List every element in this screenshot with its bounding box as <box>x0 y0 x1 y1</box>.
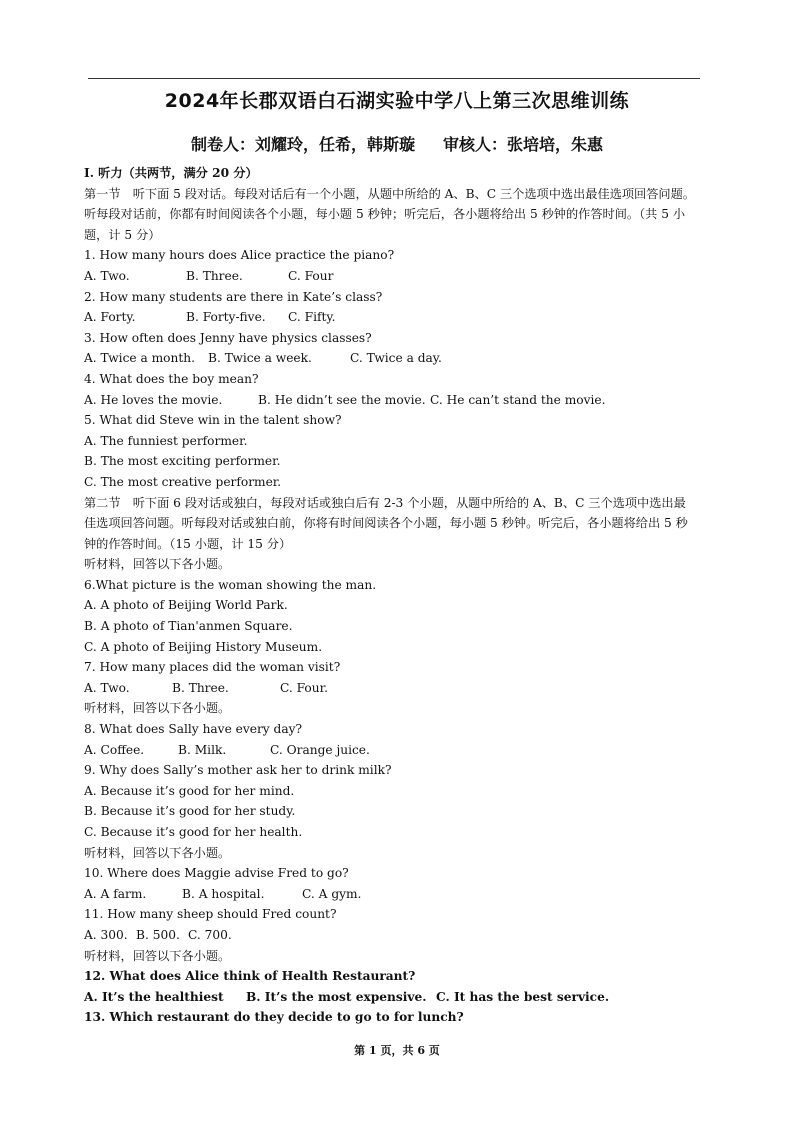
option-b: B. Milk. <box>178 742 227 757</box>
option-a: A. Twice a month. <box>84 351 195 366</box>
question-2: 2. How many students are there in Kate’s class? <box>84 289 383 304</box>
option-c: C. 700. <box>188 927 232 942</box>
options-11 <box>84 925 724 946</box>
option-c: C. Fifty. <box>288 310 336 325</box>
option-b: B. Three. <box>172 680 229 695</box>
listen-note: 听材料，回答以下各小题。 <box>84 948 231 963</box>
option-b: B. It’s the most expensive. <box>246 989 427 1004</box>
option-b: B. 500. <box>136 927 180 942</box>
option-b: B. Forty-five. <box>186 310 266 325</box>
options-2 <box>84 307 724 328</box>
option-b: B. The most exciting performer. <box>84 454 281 469</box>
option-c: C. A photo of Beijing History Museum. <box>84 639 323 654</box>
section1-intro-line-3: 题，计 5 分） <box>84 227 161 242</box>
reviewers-text: 审核人：张培培，朱惠 <box>443 135 604 154</box>
question-11: 11. How many sheep should Fred count? <box>84 907 337 922</box>
options-8 <box>84 740 724 761</box>
option-b: B. A hospital. <box>182 886 265 901</box>
option-a: A. 300. <box>84 927 128 942</box>
question-1: 1. How many hours does Alice practice the piano? <box>84 248 395 263</box>
options-4 <box>84 390 724 411</box>
part1-heading: I. 听力（共两节，满分 20 分） <box>84 166 258 180</box>
page-footer: 第 1 页，共 6 页 <box>354 1044 440 1057</box>
option-a: A. Forty. <box>84 310 136 325</box>
top-divider <box>88 78 700 79</box>
makers-text: 制卷人：刘耀玲，任希，韩斯璇 <box>190 135 415 154</box>
option-b: B. Twice a week. <box>208 351 312 366</box>
option-a: A. A photo of Beijing World Park. <box>84 598 288 613</box>
listen-note: 听材料，回答以下各小题。 <box>84 701 231 716</box>
listen-note: 听材料，回答以下各小题。 <box>84 557 231 572</box>
authors-line <box>0 132 794 155</box>
option-a: A. Two. <box>84 268 130 283</box>
option-a: A. Coffee. <box>84 742 145 757</box>
option-c: C. The most creative performer. <box>84 474 282 489</box>
section1-intro-line-1: 第一节 听下面 5 段对话。每段对话后有一个小题，从题中所给的 A、B、C 三个选项中选出最佳选项回答问题。 <box>84 186 695 201</box>
option-a: A. Two. <box>84 680 130 695</box>
section2-intro-line-2: 佳选项回答问题。听每段对话或独白前，你将有时间阅读各个小题，每小题 5 秒钟。听完后，各小题将给出 5 秒 <box>84 516 688 531</box>
question-8: 8. What does Sally have every day? <box>84 722 303 737</box>
listen-note: 听材料，回答以下各小题。 <box>84 845 231 860</box>
page-title: 2024年长郡双语白石湖实验中学八上第三次思维训练 <box>164 90 630 112</box>
option-a: A. The funniest performer. <box>84 433 248 448</box>
option-c: C. Orange juice. <box>270 742 370 757</box>
question-3: 3. How often does Jenny have physics classes? <box>84 330 372 345</box>
options-10 <box>84 884 724 905</box>
question-7: 7. How many places did the woman visit? <box>84 660 341 675</box>
options-1 <box>84 266 724 287</box>
option-c: C. A gym. <box>302 886 362 901</box>
options-12 <box>84 987 724 1008</box>
options-3 <box>84 348 724 369</box>
option-a: A. He loves the movie. <box>84 392 223 407</box>
option-c: C. It has the best service. <box>436 989 610 1004</box>
question-5: 5. What did Steve win in the talent show? <box>84 413 342 428</box>
question-12: 12. What does Alice think of Health Restaurant? <box>84 969 416 984</box>
question-9: 9. Why does Sally’s mother ask her to drink milk? <box>84 763 392 778</box>
option-c: C. Because it’s good for her health. <box>84 825 303 839</box>
option-c: C. He can’t stand the movie. <box>430 392 606 407</box>
option-c: C. Four <box>288 268 334 283</box>
option-b: B. Because it’s good for her study. <box>84 804 296 819</box>
options-7 <box>84 678 724 699</box>
section2-intro-line-1: 第二节 听下面 6 段对话或独白，每段对话或独白后有 2-3 个小题，从题中所给的 A、B、C 三个选项中选出最 <box>84 495 686 510</box>
exam-content <box>84 163 724 1028</box>
section2-intro-line-3: 钟的作答时间。（15 小题，计 15 分） <box>84 536 292 551</box>
option-c: C. Four. <box>280 680 328 695</box>
option-b: B. Three. <box>186 268 243 283</box>
option-b: B. A photo of Tian'anmen Square. <box>84 619 293 634</box>
option-b: B. He didn’t see the movie. <box>258 392 426 407</box>
option-c: C. Twice a day. <box>350 351 442 366</box>
question-10: 10. Where does Maggie advise Fred to go? <box>84 866 349 881</box>
section1-intro-line-2: 听每段对话前，你都有时间阅读各个小题，每小题 5 秒钟；听完后，各小题将给出 5 秒钟的作答时间。（共 5 小 <box>84 207 686 222</box>
option-a: A. It’s the healthiest <box>84 989 224 1004</box>
question-6: 6.What picture is the woman showing the man. <box>84 577 377 592</box>
question-13: 13. Which restaurant do they decide to go to for lunch? <box>84 1010 464 1025</box>
option-a: A. A farm. <box>84 886 147 901</box>
question-4: 4. What does the boy mean? <box>84 371 259 386</box>
option-a: A. Because it’s good for her mind. <box>84 783 295 798</box>
